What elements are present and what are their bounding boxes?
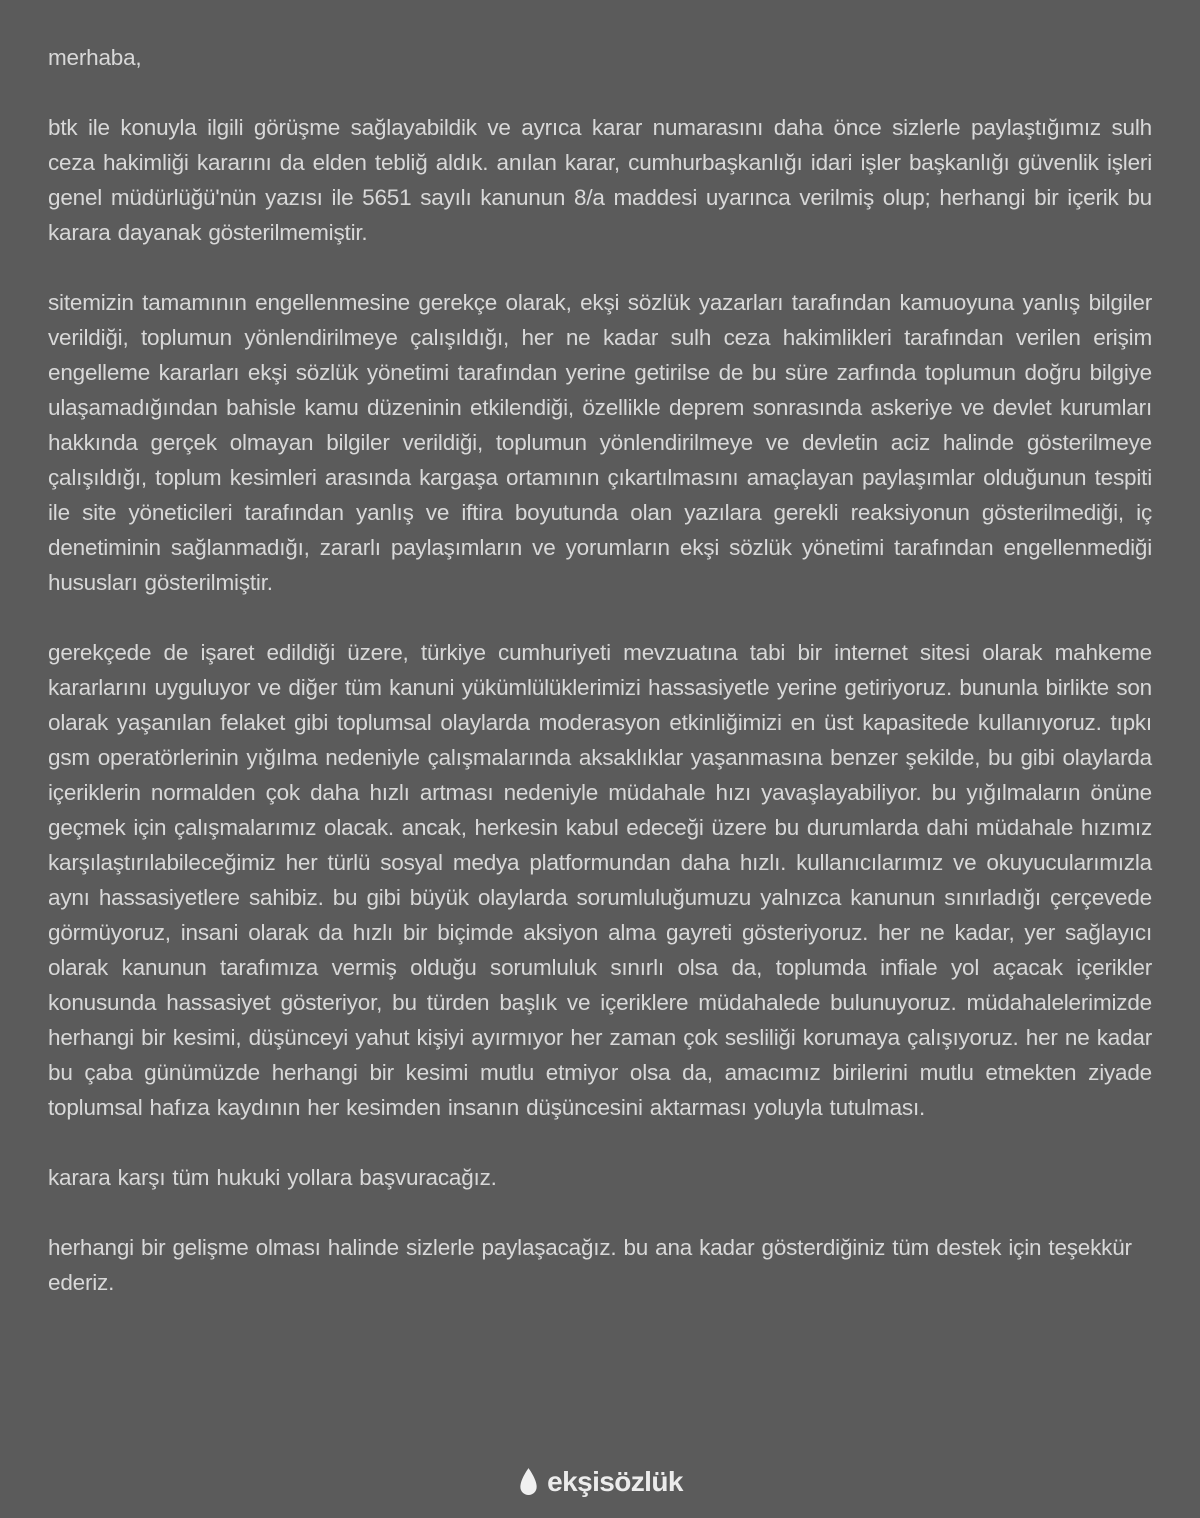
greeting-text: merhaba,	[48, 45, 142, 70]
drop-icon	[517, 1467, 540, 1498]
statement-paragraph: herhangi bir gelişme olması halinde sizlerle paylaşacağız. bu ana kadar gösterdiğiniz tüm destek için teşekkür ederiz.	[48, 1235, 1132, 1295]
statement-paragraph: karara karşı tüm hukuki yollara başvuracağız.	[48, 1165, 497, 1190]
statement-body	[48, 40, 1152, 1335]
statement-paragraph: gerekçede de işaret edildiği üzere, türkiye cumhuriyeti mevzuatına tabi bir internet sitesi olarak mahkeme kararlarını uyguluyor ve diğer tüm kanuni yükümlülüklerimizi hassasiyetle yerine getiriyoruz. bununla birlikte son olarak yaşanılan felaket gibi toplumsal olaylarda moderasyon etkinliğimizi en üst kapasitede kullanıyoruz. tıpkı gsm operatörlerinin yığılma nedeniyle çalışmalarında aksaklıklar yaşanmasına benzer şekilde, bu gibi olaylarda içeriklerin normalden çok daha hızlı artması nedeniyle müdahale hızı yavaşlayabiliyor. bu yığılmaların önüne geçmek için çalışmalarımız olacak. ancak, herkesin kabul edeceği üzere bu durumlarda dahi müdahale hızımız karşılaştırılabileceğimiz her türlü sosyal medya platformundan daha hızlı. kullanıcılarımız ve okuyucularımızla aynı hassasiyetlere sahibiz. bu gibi büyük olaylarda sorumluluğumuzu yalnızca kanunun sınırladığı çerçevede görmüyoruz, insani olarak da hızlı bir biçimde aksiyon alma gayreti gösteriyoruz. her ne kadar, yer sağlayıcı olarak kanunun tarafımıza vermiş olduğu sorumluluk sınırlı olsa da, toplumda infiale yol açacak içerikler konusunda hassasiyet gösteriyor, bu türden başlık ve içeriklere müdahalede bulunuyoruz. müdahalelerimizde herhangi bir kesimi, düşünceyi yahut kişiyi ayırmıyor her zaman çok sesliliği korumaya çalışıyoruz. her ne kadar bu çaba günümüzde herhangi bir kesimi mutlu etmiyor olsa da, amacımız birilerini mutlu etmekten ziyade toplumsal hafıza kaydının her kesimden insanın düşüncesini aktarması yoluyla tutulması.	[48, 640, 1152, 1120]
statement-paragraph: sitemizin tamamının engellenmesine gerekçe olarak, ekşi sözlük yazarları tarafından kamuoyuna yanlış bilgiler verildiği, toplumun yönlendirilmeye çalışıldığı, her ne kadar sulh ceza hakimlikleri tarafından verilen erişim engelleme kararları ekşi sözlük yönetimi tarafından yerine getirilse de bu süre zarfında toplumun doğru bilgiye ulaşamadığından bahisle kamu düzeninin etkilendiği, özellikle deprem sonrasında askeriye ve devlet kurumları hakkında gerçek olmayan bilgiler verildiği, toplumun yönlendirilmeye ve devletin aciz halinde gösterilmeye çalışıldığı, toplum kesimleri arasında kargaşa ortamının çıkartılmasını amaçlayan paylaşımlar olduğunun tespiti ile site yöneticileri tarafından yanlış ve iftira boyutunda olan yazılara gerekli reaksiyonun gösterilmediği, iç denetiminin sağlanmadığı, zararlı paylaşımların ve yorumların ekşi sözlük yönetimi tarafından engellenmediği hususları gösterilmiştir.	[48, 290, 1152, 595]
logo-wordmark: ekşisözlük	[547, 1466, 683, 1497]
statement-paragraph: btk ile konuyla ilgili görüşme sağlayabildik ve ayrıca karar numarasını daha önce sizlerle paylaştığımız sulh ceza hakimliği kararını da elden tebliğ aldık. anılan karar, cumhurbaşkanlığı idari işler başkanlığı güvenlik işleri genel müdürlüğü'nün yazısı ile 5651 sayılı kanunun 8/a maddesi uyarınca verilmiş olup; herhangi bir içerik bu karara dayanak gösterilmemiştir.	[48, 115, 1152, 245]
eksisozluk-logo	[0, 1466, 1200, 1498]
